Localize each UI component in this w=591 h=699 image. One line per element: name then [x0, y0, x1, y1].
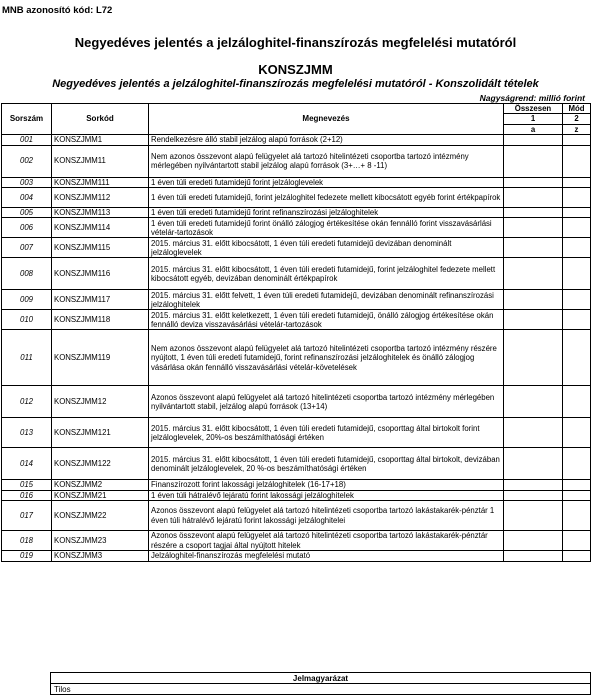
row-value-mode[interactable] [563, 218, 591, 238]
table-code: KONSZJMM [258, 62, 333, 77]
col-letter-z: z [563, 124, 591, 134]
row-name: 2015. március 31. előtt kibocsátott, 1 éven túli eredeti futamidejű, forint jelzáloghitel fedezete mellett kibocsátott egyéb, devizában denominált értékpapírok [149, 258, 504, 290]
row-value-total[interactable] [504, 238, 563, 258]
row-value-mode[interactable] [563, 501, 591, 531]
col-header-megnevezes: Megnevezés [149, 104, 504, 135]
col-letter-a: a [504, 124, 563, 134]
row-value-mode[interactable] [563, 551, 591, 561]
legend-item-tilos: Tilos [51, 684, 591, 695]
row-code: KONSZJMM119 [52, 330, 149, 386]
row-number: 019 [2, 551, 52, 561]
row-name: 2015. március 31. előtt felvett, 1 éven túli eredeti futamidejű, devizában denominált refinanszírozási jelzáloghitelek [149, 290, 504, 310]
row-value-total[interactable] [504, 208, 563, 218]
report-title: Negyedéves jelentés a jelzáloghitel-finanszírozás megfelelési mutatóról [74, 35, 517, 50]
table-row [2, 480, 591, 490]
col-header-sorkod: Sorkód [52, 104, 149, 135]
row-number: 005 [2, 208, 52, 218]
row-value-mode[interactable] [563, 418, 591, 448]
row-code: KONSZJMM22 [52, 501, 149, 531]
table-row [2, 238, 591, 258]
row-number: 011 [2, 330, 52, 386]
row-value-total[interactable] [504, 531, 563, 551]
row-value-total[interactable] [504, 177, 563, 187]
row-name: Azonos összevont alapú felügyelet alá tartozó hitelintézeti csoportba tartozó lakástakarék-pénztár részére a csoport tagjai által nyújtott hitelek [149, 531, 504, 551]
row-value-total[interactable] [504, 145, 563, 177]
row-value-mode[interactable] [563, 290, 591, 310]
table-row [2, 531, 591, 551]
row-name: Azonos összevont alapú felügyelet alá tartozó hitelintézeti csoportba tartozó lakástakarék-pénztár 1 éven túli hátralévő lejáratú forint lakossági jelzáloghitelei [149, 501, 504, 531]
row-value-mode[interactable] [563, 490, 591, 500]
table-row [2, 177, 591, 187]
row-value-total[interactable] [504, 480, 563, 490]
legend-title: Jelmagyarázat [51, 673, 591, 684]
row-value-mode[interactable] [563, 145, 591, 177]
col-number-1: 1 [504, 114, 563, 124]
row-number: 008 [2, 258, 52, 290]
row-code: KONSZJMM116 [52, 258, 149, 290]
row-value-mode[interactable] [563, 208, 591, 218]
row-name: 2015. március 31. előtt kibocsátott, 1 éven túli eredeti futamidejű, csoporttag által birtokolt, devizában denominált jelzáloglevelek, 20 %-os beszámíthatósági értéken [149, 448, 504, 480]
row-number: 006 [2, 218, 52, 238]
row-code: KONSZJMM112 [52, 188, 149, 208]
row-name: 1 éven túli eredeti futamidejű forint önálló zálogjog értékesítése okán fennálló forint visszavásárlási vételár-tartozások [149, 218, 504, 238]
row-code: KONSZJMM122 [52, 448, 149, 480]
row-number: 017 [2, 501, 52, 531]
row-name: Jelzáloghitel-finanszírozás megfelelési mutató [149, 551, 504, 561]
row-value-mode[interactable] [563, 238, 591, 258]
row-name: Rendelkezésre álló stabil jelzálog alapú források (2+12) [149, 135, 504, 145]
row-number: 007 [2, 238, 52, 258]
row-value-mode[interactable] [563, 330, 591, 386]
row-number: 004 [2, 188, 52, 208]
row-name: 2015. március 31. előtt kibocsátott, 1 éven túli eredeti futamidejű, csoporttag által birtokolt forint jelzáloglevelek, 20%-os beszámíthatósági értéken [149, 418, 504, 448]
row-code: KONSZJMM2 [52, 480, 149, 490]
col-header-osszesen: Összesen [504, 104, 563, 114]
row-number: 013 [2, 418, 52, 448]
row-name: Nem azonos összevont alapú felügyelet alá tartozó hitelintézeti csoportba tartozó intézmény mérlegében nyilvántartott stabil jelzálog alapú források (3+…+ 8 -11) [149, 145, 504, 177]
unit-label: Nagyságrend: millió forint [479, 93, 585, 103]
table-row [2, 218, 591, 238]
table-row [2, 208, 591, 218]
table-row [2, 310, 591, 330]
row-value-total[interactable] [504, 490, 563, 500]
col-header-sorszam: Sorszám [2, 104, 52, 135]
table-row [2, 418, 591, 448]
table-row [2, 386, 591, 418]
mnb-code: MNB azonosító kód: L72 [2, 5, 113, 16]
row-number: 012 [2, 386, 52, 418]
row-value-total[interactable] [504, 501, 563, 531]
row-code: KONSZJMM117 [52, 290, 149, 310]
row-value-total[interactable] [504, 418, 563, 448]
row-value-total[interactable] [504, 551, 563, 561]
col-header-mod: Mód [563, 104, 591, 114]
row-code: KONSZJMM115 [52, 238, 149, 258]
row-value-total[interactable] [504, 386, 563, 418]
row-number: 018 [2, 531, 52, 551]
row-number: 002 [2, 145, 52, 177]
row-code: KONSZJMM11 [52, 145, 149, 177]
row-number: 001 [2, 135, 52, 145]
row-number: 010 [2, 310, 52, 330]
col-number-2: 2 [563, 114, 591, 124]
table-row [2, 501, 591, 531]
row-name: 1 éven túli eredeti futamidejű, forint jelzáloghitel fedezete mellett kibocsátott egyéb forint értékpapírok [149, 188, 504, 208]
row-value-total[interactable] [504, 258, 563, 290]
row-code: KONSZJMM118 [52, 310, 149, 330]
row-value-mode[interactable] [563, 135, 591, 145]
row-number: 015 [2, 480, 52, 490]
table-row [2, 330, 591, 386]
row-name: 1 éven túli hátralévő lejáratú forint lakossági jelzáloghitelek [149, 490, 504, 500]
row-value-total[interactable] [504, 135, 563, 145]
row-code: KONSZJMM113 [52, 208, 149, 218]
table-row [2, 188, 591, 208]
row-value-mode[interactable] [563, 386, 591, 418]
row-value-total[interactable] [504, 218, 563, 238]
row-code: KONSZJMM12 [52, 386, 149, 418]
row-value-mode[interactable] [563, 310, 591, 330]
row-value-total[interactable] [504, 290, 563, 310]
row-code: KONSZJMM23 [52, 531, 149, 551]
row-value-total[interactable] [504, 448, 563, 480]
row-name: Finanszírozott forint lakossági jelzáloghitelek (16-17+18) [149, 480, 504, 490]
row-number: 003 [2, 177, 52, 187]
row-code: KONSZJMM114 [52, 218, 149, 238]
row-name: Azonos összevont alapú felügyelet alá tartozó hitelintézeti csoportba tartozó intézmény mérlegében nyilvántartott stabil, jelzálog alapú források (13+14) [149, 386, 504, 418]
row-value-mode[interactable] [563, 480, 591, 490]
data-table [1, 103, 591, 562]
row-name: 1 éven túli eredeti futamidejű forint refinanszírozási jelzáloghitelek [149, 208, 504, 218]
row-name: 2015. március 31. előtt keletkezett, 1 éven túli eredeti futamidejű, önálló zálogjog értékesítése okán fennálló deviza visszavásárlási vételár-tartozások [149, 310, 504, 330]
row-number: 009 [2, 290, 52, 310]
row-value-mode[interactable] [563, 177, 591, 187]
row-code: KONSZJMM3 [52, 551, 149, 561]
row-name: 1 éven túli eredeti futamidejű forint jelzáloglevelek [149, 177, 504, 187]
row-code: KONSZJMM111 [52, 177, 149, 187]
row-value-total[interactable] [504, 310, 563, 330]
table-row [2, 290, 591, 310]
report-subtitle: Negyedéves jelentés a jelzáloghitel-finanszírozás megfelelési mutatóról - Konszolidált tételek [52, 78, 539, 90]
row-name: 2015. március 31. előtt kibocsátott, 1 éven túli eredeti futamidejű devizában denominált jelzáloglevelek [149, 238, 504, 258]
table-row [2, 551, 591, 561]
row-value-mode[interactable] [563, 188, 591, 208]
row-value-mode[interactable] [563, 448, 591, 480]
row-value-total[interactable] [504, 188, 563, 208]
table-row [2, 490, 591, 500]
table-row [2, 258, 591, 290]
row-code: KONSZJMM1 [52, 135, 149, 145]
row-name: Nem azonos összevont alapú felügyelet alá tartozó hitelintézeti csoportba tartozó intézmény részére nyújtott, 1 éven túli eredeti futamidejű, forint refinanszírozási jelzáloghitelek és önálló zálogjog vásárlása okán fennálló visszavásárlási vételár-követelések [149, 330, 504, 386]
table-row [2, 448, 591, 480]
row-value-total[interactable] [504, 330, 563, 386]
row-code: KONSZJMM121 [52, 418, 149, 448]
table-row [2, 145, 591, 177]
row-value-mode[interactable] [563, 531, 591, 551]
legend-table [50, 672, 591, 695]
row-value-mode[interactable] [563, 258, 591, 290]
row-number: 016 [2, 490, 52, 500]
row-number: 014 [2, 448, 52, 480]
row-code: KONSZJMM21 [52, 490, 149, 500]
table-row [2, 135, 591, 145]
